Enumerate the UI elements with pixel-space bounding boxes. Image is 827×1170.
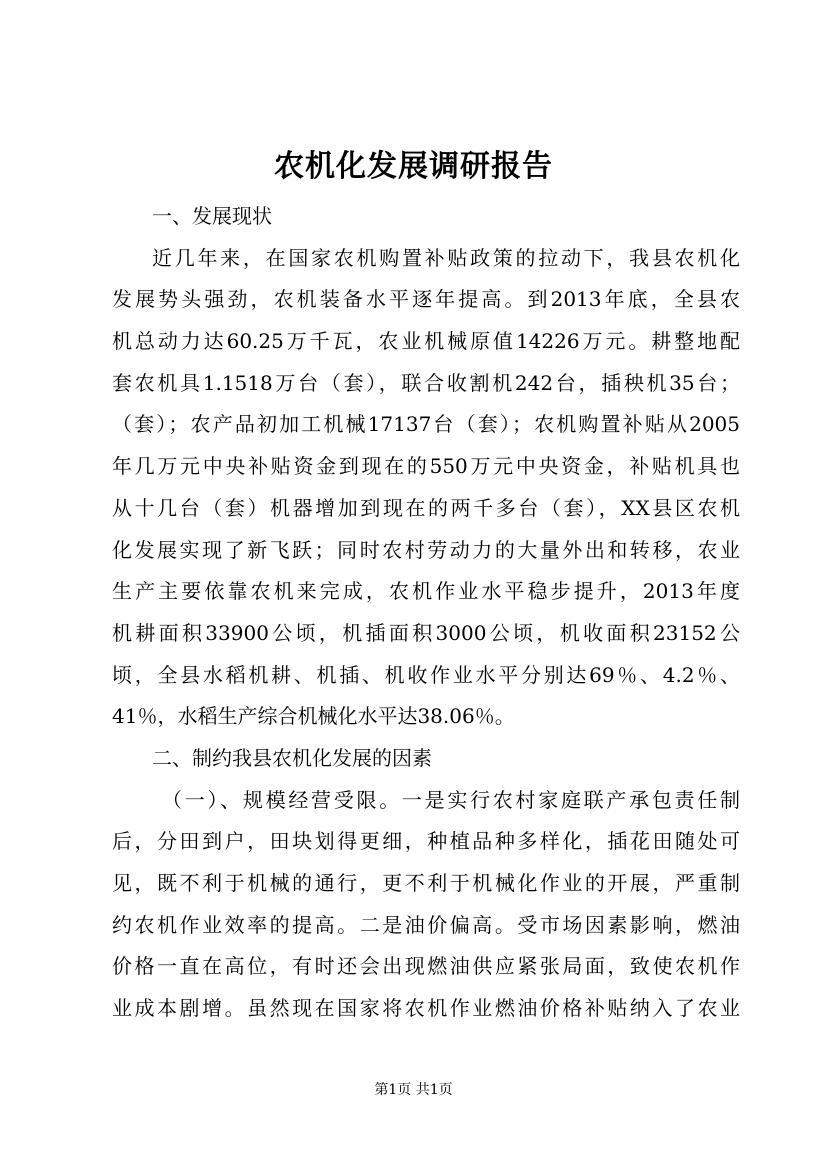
paragraph-2-line: 约农机作业效率的提高。二是油价偏高。受市场因素影响，燃油 — [112, 912, 740, 937]
paragraph-1-line: 从十几台（套）机器增加到现在的两千多台（套），XX县区农机 — [112, 495, 740, 520]
paragraph-2-line: （一）、规模经营受限。一是实行农村家庭联产承包责任制 — [162, 787, 740, 812]
paragraph-1-line: 顷，全县水稻机耕、机插、机收作业水平分别达69％、4.2％、 — [112, 662, 740, 687]
paragraph-1-line: （套）；农产品初加工机械17137台（套）；农机购置补贴从2005 — [112, 412, 740, 437]
paragraph-1-line: 套农机具1.1518万台（套），联合收割机242台，插秧机35台； — [112, 370, 740, 395]
paragraph-2-line: 业成本剧增。虽然现在国家将农机作业燃油价格补贴纳入了农业 — [112, 996, 740, 1021]
paragraph-1-line: 发展势头强劲，农机装备水平逐年提高。到2013年底，全县农 — [112, 287, 740, 312]
paragraph-2-line: 见，既不利于机械的通行，更不利于机械化作业的开展，严重制 — [112, 871, 740, 895]
paragraph-1-line: 年几万元中央补贴资金到现在的550万元中央资金，补贴机具也 — [112, 454, 740, 479]
paragraph-1-line: 机总动力达60.25万千瓦，农业机械原值14226万元。耕整地配 — [112, 329, 740, 354]
paragraph-1-line: 近几年来，在国家农机购置补贴政策的拉动下，我县农机化 — [152, 245, 740, 270]
paragraph-1-line: 机耕面积33900公顷，机插面积3000公顷，机收面积23152公 — [112, 620, 740, 645]
document-title: 农机化发展调研报告 — [274, 149, 553, 184]
section-heading-1: 一、发展现状 — [152, 204, 272, 228]
paragraph-1-line: 化发展实现了新飞跃；同时农村劳动力的大量外出和转移，农业 — [112, 537, 740, 562]
paragraph-2-line: 后，分田到户，田块划得更细，种植品种多样化，插花田随处可 — [112, 829, 740, 854]
document-body — [112, 196, 740, 1030]
page-footer: 第1页 共1页 — [374, 1082, 453, 1098]
paragraph-2-line: 价格一直在高位，有时还会出现燃油供应紧张局面，致使农机作 — [112, 954, 740, 979]
paragraph-1-line: 41％，水稻生产综合机械化水平达38.06％。 — [112, 704, 515, 729]
section-heading-2: 二、制约我县农机化发展的因素 — [152, 745, 432, 770]
paragraph-1-line: 生产主要依靠农机来完成，农机作业水平稳步提升，2013年度 — [112, 579, 740, 604]
